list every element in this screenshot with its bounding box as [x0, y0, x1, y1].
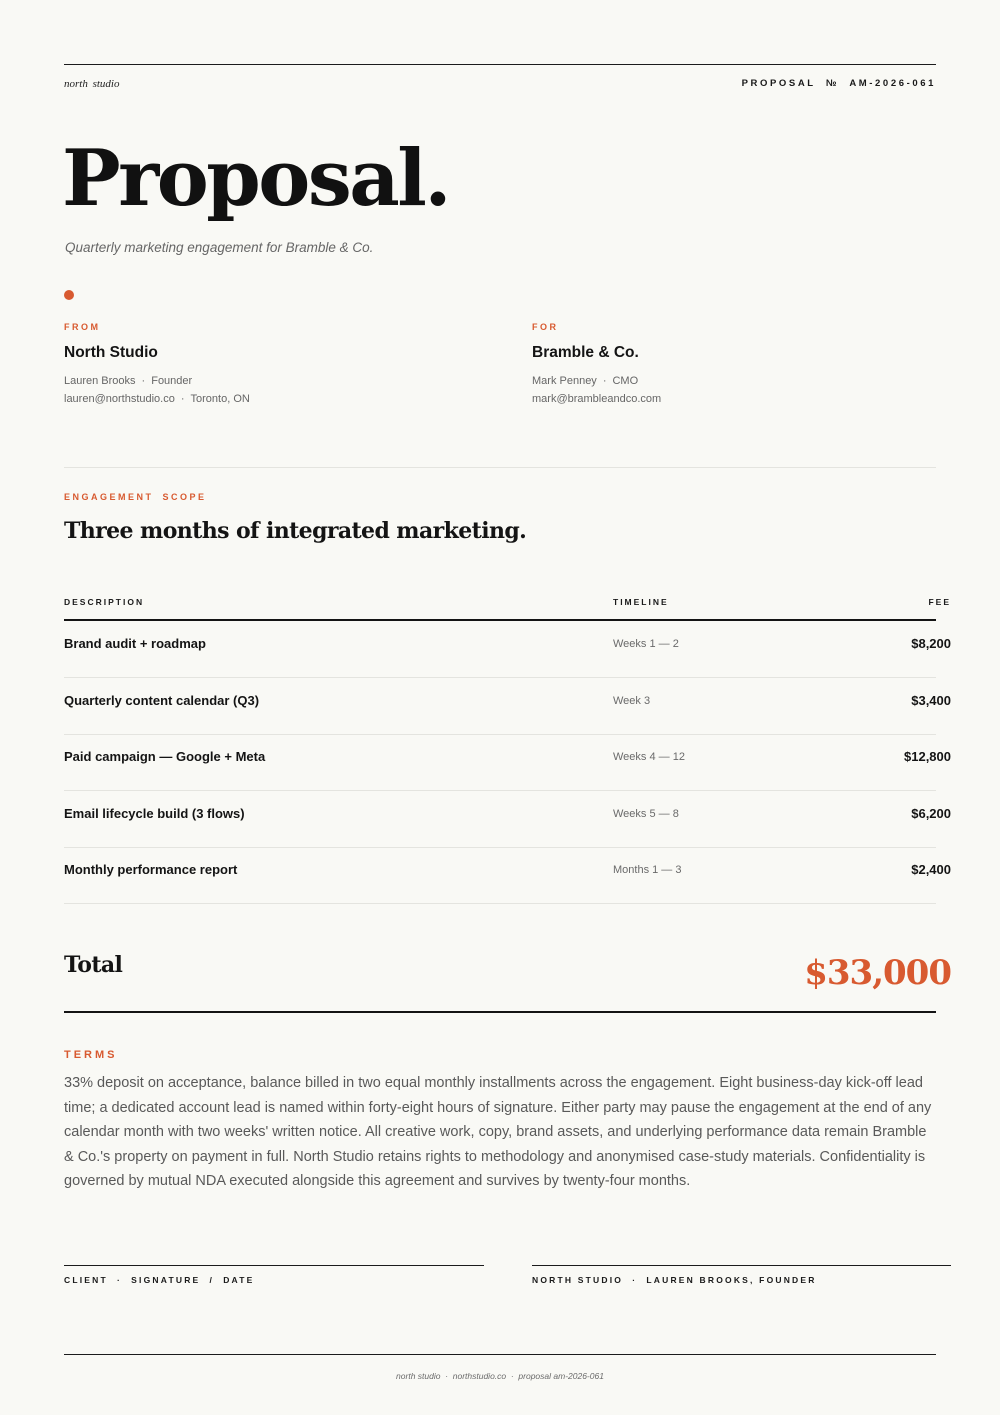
from-name: North Studio [64, 344, 158, 361]
row-timeline: Months 1 — 3 [613, 864, 682, 876]
row-fee: $2,400 [911, 862, 951, 877]
table-row [64, 621, 951, 678]
column-header-timeline: TIMELINE [613, 597, 669, 607]
row-timeline: Weeks 4 — 12 [613, 751, 685, 763]
section-divider [64, 467, 936, 468]
studio-signature-label: NORTH STUDIO · LAUREN BROOKS, FOUNDER [532, 1275, 817, 1285]
proposal-number: PROPOSAL № AM-2026-061 [741, 78, 936, 89]
from-contact-name: Lauren Brooks [64, 375, 136, 387]
row-divider [64, 903, 936, 904]
column-header-description: DESCRIPTION [64, 597, 145, 607]
client-signature-label: CLIENT · SIGNATURE / DATE [64, 1275, 255, 1285]
table-row [64, 791, 951, 848]
from-location: Toronto, ON [190, 393, 250, 405]
page-title: Proposal. [62, 133, 450, 224]
total-rule [64, 1011, 936, 1013]
from-email[interactable]: lauren@northstudio.co [64, 393, 175, 405]
total-label: Total [64, 952, 123, 978]
from-contact: Lauren Brooks · Founder [64, 375, 193, 387]
row-description: Brand audit + roadmap [64, 636, 206, 651]
accent-dot [64, 290, 74, 300]
row-fee: $6,200 [911, 806, 951, 821]
total-amount: $33,000 [804, 953, 951, 993]
table-row [64, 847, 951, 904]
row-description: Email lifecycle build (3 flows) [64, 806, 245, 821]
scope-label: ENGAGEMENT SCOPE [64, 492, 207, 502]
column-header-fee: FEE [928, 597, 951, 607]
for-name: Bramble & Co. [532, 344, 639, 361]
table-row [64, 678, 951, 735]
header-rule [64, 64, 936, 65]
studio-signature-line[interactable] [532, 1265, 951, 1266]
from-contact-role: Founder [151, 375, 193, 387]
footer-rule [64, 1354, 936, 1355]
terms-label: TERMS [64, 1049, 118, 1061]
brand-logo: north studio [64, 78, 120, 90]
row-description: Quarterly content calendar (Q3) [64, 693, 260, 708]
row-timeline: Weeks 1 — 2 [613, 638, 679, 650]
row-timeline: Week 3 [613, 695, 651, 707]
row-description: Paid campaign — Google + Meta [64, 749, 266, 764]
from-label: FROM [64, 322, 101, 332]
row-fee: $3,400 [911, 693, 951, 708]
terms-body: 33% deposit on acceptance, balance billed in two equal monthly installments across the engagement. Eight business-day kick-off lead time; a dedicated account lead is named within forty-eight hours of signature. Either party may pause the engagement at the end of any calendar month with two weeks' written notice. All creative work, copy, brand assets, and underlying performance data remain Bramble & Co.'s property on payment in full. North Studio retains rights to methodology and anonymised case-study materials. Confidentiality is governed by mutual NDA executed alongside this agreement and survives by twenty-four months. [64, 1075, 932, 1190]
for-label: FOR [532, 322, 559, 332]
row-fee: $12,800 [904, 749, 951, 764]
page-subtitle: Quarterly marketing engagement for Bramble & Co. [65, 240, 374, 255]
for-email[interactable]: mark@brambleandco.com [532, 393, 662, 405]
for-contact-role: CMO [612, 375, 639, 387]
table-row [64, 734, 951, 791]
for-contact: Mark Penney · CMO [532, 375, 639, 387]
for-contact-name: Mark Penney [532, 375, 597, 387]
client-signature-line[interactable] [64, 1265, 484, 1266]
row-description: Monthly performance report [64, 862, 238, 877]
scope-title: Three months of integrated marketing. [64, 518, 527, 544]
row-timeline: Weeks 5 — 8 [613, 808, 679, 820]
from-details: lauren@northstudio.co · Toronto, ON [64, 393, 250, 405]
page-footer: north studio · northstudio.co · proposal am-2026-061 [396, 1371, 604, 1381]
row-fee: $8,200 [911, 636, 951, 651]
